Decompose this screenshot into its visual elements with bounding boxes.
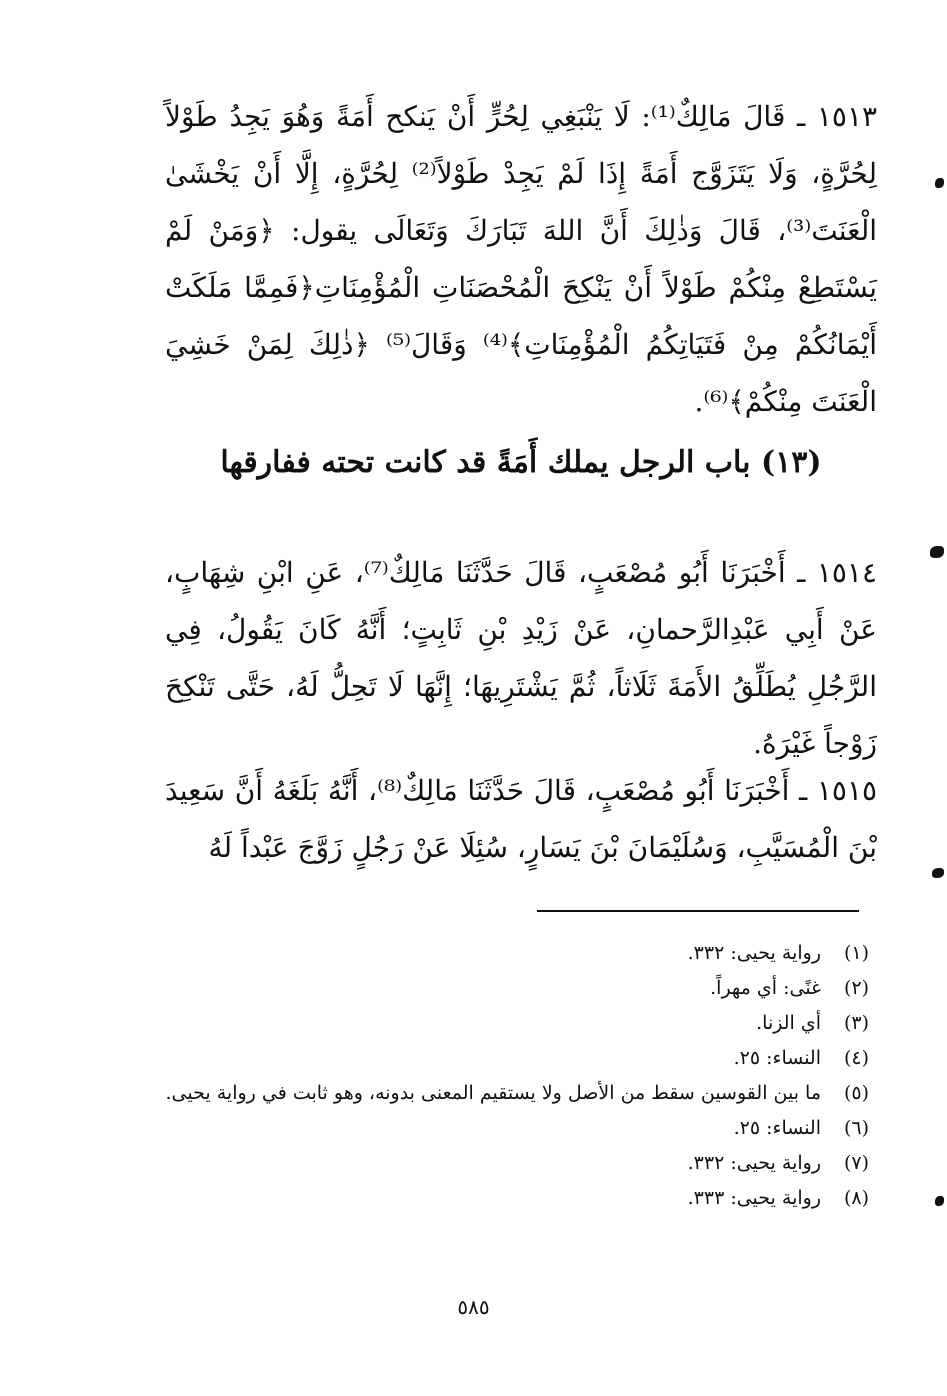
footnote-text: رواية يحيى: ٣٣٢. [687, 1152, 821, 1174]
footnote-4 [163, 1041, 869, 1076]
footnote-number: (٣) [843, 1012, 869, 1034]
scan-edge-mark [932, 868, 944, 878]
paragraph-1514: ١٥١٤ ـ أَخْبَرَنَا أَبُو مُصْعَبٍ، قَالَ حَدَّثَنَا مَالِكٌ⁽⁷⁾، عَنِ ابْنِ شِهَابٍ، عَنْ أَبِي عَبْدِالرَّحمانِ، عَنْ زَيْدِ بْنِ ثَابِتٍ؛ أَنَّهُ كَانَ يَقُولُ، فِي الرَّجُلِ يُطَلِّقُ الأَمَةَ ثَلَاثاً، ثُمَّ يَشْتَرِيهَا؛ إِنَّهَا لَا تَحِلُّ لَهُ، حَتَّى تَنْكِحَ زَوْجاً غَيْرَهُ. [165, 556, 877, 760]
footnote-number: (٤) [843, 1047, 869, 1069]
paragraph-block-1513 [165, 88, 877, 430]
paragraph-block-1514 [165, 544, 877, 772]
footnote-number: (٢) [843, 977, 869, 999]
footnote-1 [163, 936, 869, 971]
paragraph-1513: ١٥١٣ ـ قَالَ مَالِكٌ⁽¹⁾: لَا يَنْبَغِي لِحُرٍّ أَنْ يَنكح أَمَةً وَهُوَ يَجِدُ طَوْلاً لِحُرَّةٍ، وَلَا يَتَزَوَّج أَمَةً إِذَا لَمْ يَجِدْ طَوْلاً⁽²⁾ لِحُرَّةٍ، إِلَّا أَنْ يَخْشَىٰ الْعَنَتَ⁽³⁾، قَالَ وَذٰلِكَ أَنَّ اللهَ تَبَارَكَ وَتَعَالَى يقول: ﴿وَمَنْ لَمْ يَسْتَطِعْ مِنْكُمْ طَوْلاً أَنْ يَنْكِحَ الْمُحْصَنَاتِ الْمُؤْمِنَاتِ﴿فَمِمَّا مَلَكَتْ أَيْمَانُكُمْ مِنْ فَتَيَاتِكُمُ الْمُؤْمِنَاتِ﴾⁽⁴⁾ وَقَالَ⁽⁵⁾ ﴿ذٰلِكَ لِمَنْ خَشِيَ الْعَنَتَ مِنْكُمْ﴾⁽⁶⁾. [165, 100, 878, 418]
footnote-7 [163, 1146, 869, 1181]
footnote-5 [163, 1076, 869, 1111]
footnote-separator [537, 910, 859, 912]
scan-edge-mark [935, 1196, 944, 1206]
footnote-number: (٦) [843, 1117, 869, 1139]
footnote-text: النساء: ٢٥. [733, 1117, 821, 1139]
paragraph-1515: ١٥١٥ ـ أَخْبَرَنَا أَبُو مُصْعَبٍ، قَالَ حَدَّثَنَا مَالِكٌ⁽⁸⁾، أَنَّهُ بَلَغَهُ أَنَّ سَعِيدَ بْنَ الْمُسَيَّبِ، وَسُلَيْمَانَ بْنَ يَسَارٍ، سُئِلَا عَنْ رَجُلٍ زَوَّجَ عَبْداً لَهُ [165, 774, 878, 864]
footnote-number: (٧) [843, 1152, 869, 1174]
footnote-number: (٨) [843, 1187, 869, 1209]
footnote-text: النساء: ٢٥. [733, 1047, 821, 1069]
footnote-text: أي الزنا. [756, 1012, 821, 1034]
footnote-number: (١) [843, 942, 869, 964]
footnote-6 [163, 1111, 869, 1146]
scan-edge-mark [930, 546, 944, 558]
paragraph-block-1515 [165, 762, 877, 876]
footnotes-list [163, 936, 869, 1216]
footnote-8 [163, 1181, 869, 1216]
scan-edge-mark [935, 178, 944, 188]
footnote-text: غنًى: أي مهراً. [710, 977, 821, 999]
chapter-heading: (١٣) باب الرجل يملك أَمَةً قد كانت تحته ففارقها [220, 445, 822, 480]
footnote-text: رواية يحيى: ٣٣٢. [687, 942, 821, 964]
footnote-text: ما بين القوسين سقط من الأصل ولا يستقيم المعنى بدونه، وهو ثابت في رواية يحيى. [165, 1082, 821, 1104]
footnote-text: رواية يحيى: ٣٣٣. [687, 1187, 821, 1209]
footnote-number: (٥) [843, 1082, 869, 1104]
footnote-2 [163, 971, 869, 1006]
page-number: ٥٨٥ [457, 1295, 490, 1319]
footnote-3 [163, 1006, 869, 1041]
